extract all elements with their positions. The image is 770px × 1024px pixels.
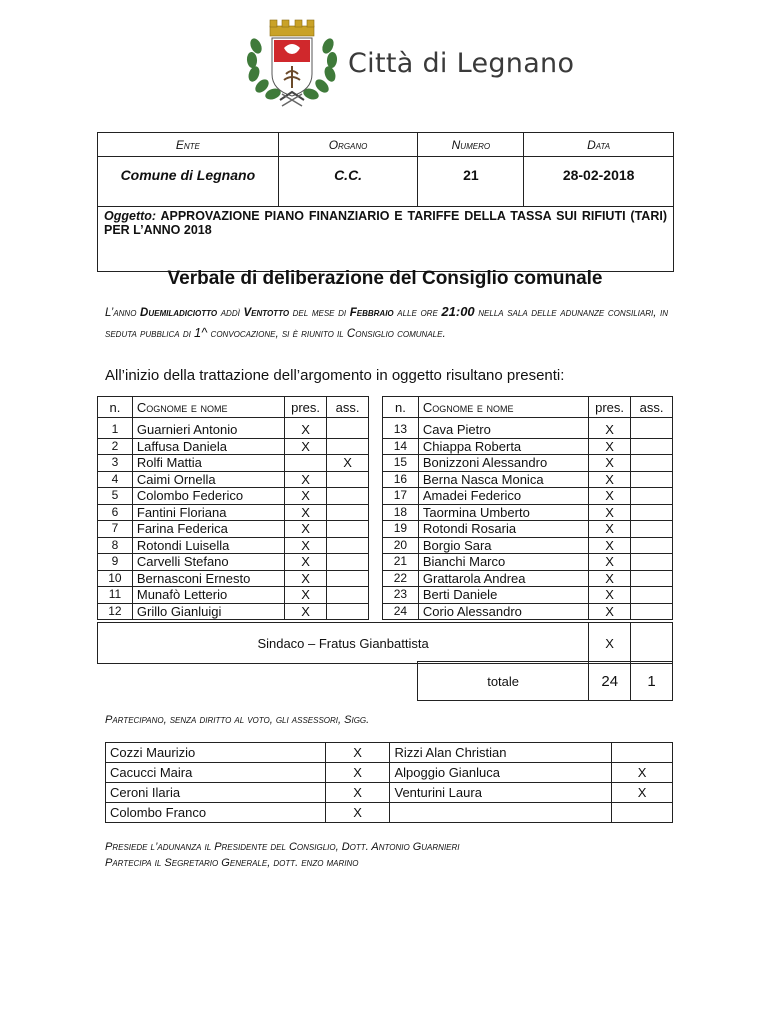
assessore-name: Cozzi Maurizio [106, 743, 326, 763]
row-number: 19 [383, 521, 419, 538]
sindaco-label: Sindaco – Fratus Gianbattista [98, 623, 589, 664]
row-name: Fantini Floriana [132, 504, 284, 521]
row-name: Carvelli Stefano [132, 554, 284, 571]
col-name: Cognome e nome [418, 397, 588, 418]
attendance-row [98, 554, 369, 571]
city-coat-of-arms-logo [242, 16, 342, 108]
row-number: 20 [383, 537, 419, 554]
attendance-row [98, 438, 369, 455]
attendance-row [98, 488, 369, 505]
row-number: 22 [383, 570, 419, 587]
ente-label: Ente [98, 133, 279, 157]
intro-text: alle ore [393, 307, 442, 319]
row-ass [327, 438, 369, 455]
attendance-row [383, 587, 673, 604]
row-name: Bonizzoni Alessandro [418, 455, 588, 472]
row-pres: X [285, 570, 327, 587]
assessore-mark [612, 743, 673, 763]
row-ass [631, 603, 673, 620]
numero-label: Numero [418, 133, 524, 157]
intro-giorno: Ventotto [243, 307, 290, 319]
assessore-mark: X [325, 803, 390, 823]
attendance-row [98, 455, 369, 472]
row-number: 6 [98, 504, 133, 521]
row-ass [327, 603, 369, 620]
row-number: 10 [98, 570, 133, 587]
row-ass [327, 488, 369, 505]
totale-pres: 24 [589, 662, 631, 701]
assessore-row [106, 803, 673, 823]
intro-text: del mese di [289, 307, 350, 319]
row-pres: X [285, 418, 327, 439]
row-ass [327, 504, 369, 521]
row-name: Rotondi Rosaria [418, 521, 588, 538]
row-number: 4 [98, 471, 133, 488]
row-ass [631, 455, 673, 472]
assessore-mark: X [612, 783, 673, 803]
assessore-name: Ceroni Ilaria [106, 783, 326, 803]
row-pres: X [285, 537, 327, 554]
oggetto-text: APPROVAZIONE PIANO FINANZIARIO E TARIFFE DELLA TASSA SUI RIFIUTI (TARI) PER L’ANNO 2018 [104, 209, 667, 237]
assessore-name: Alpoggio Gianluca [390, 763, 612, 783]
info-table [97, 132, 674, 272]
document-title: Verbale di deliberazione del Consiglio comunale [167, 268, 603, 289]
row-ass [631, 521, 673, 538]
attendance-row [383, 603, 673, 620]
attendance-row [98, 471, 369, 488]
row-ass [631, 488, 673, 505]
attendance-row [98, 587, 369, 604]
attendance-row [383, 438, 673, 455]
col-pres: pres. [589, 397, 631, 418]
totale-label: totale [418, 662, 589, 701]
ente-value: Comune di Legnano [98, 157, 279, 207]
row-pres: X [589, 570, 631, 587]
row-pres: X [589, 504, 631, 521]
col-ass: ass. [327, 397, 369, 418]
row-ass [631, 504, 673, 521]
attendance-table-right [382, 396, 673, 620]
assessore-mark: X [325, 783, 390, 803]
row-ass: X [327, 455, 369, 472]
row-pres: X [589, 537, 631, 554]
partecipano-label: Partecipano, senza diritto al voto, gli assessori, Sigg. [105, 714, 370, 726]
row-number: 5 [98, 488, 133, 505]
data-value: 28-02-2018 [524, 157, 674, 207]
row-number: 1 [98, 418, 133, 439]
row-pres: X [589, 471, 631, 488]
attendance-row [383, 455, 673, 472]
row-name: Grillo Gianluigi [132, 603, 284, 620]
sindaco-ass [631, 623, 673, 664]
attendance-row [383, 554, 673, 571]
row-number: 12 [98, 603, 133, 620]
attendance-row [98, 504, 369, 521]
row-name: Grattarola Andrea [418, 570, 588, 587]
row-number: 24 [383, 603, 419, 620]
organo-label: Organo [278, 133, 418, 157]
row-pres: X [285, 603, 327, 620]
row-pres: X [589, 418, 631, 439]
row-name: Caimi Ornella [132, 471, 284, 488]
row-number: 3 [98, 455, 133, 472]
row-ass [631, 554, 673, 571]
intro-anno: Duemiladiciotto [140, 307, 218, 319]
row-ass [327, 570, 369, 587]
city-name: Città di Legnano [348, 48, 575, 79]
assessore-mark [612, 803, 673, 823]
presenti-intro: All’inizio della trattazione dell’argomento in oggetto risultano presenti: [105, 367, 565, 384]
row-number: 14 [383, 438, 419, 455]
row-ass [631, 570, 673, 587]
assessore-name: Cacucci Maira [106, 763, 326, 783]
attendance-row [383, 471, 673, 488]
assessore-row [106, 783, 673, 803]
row-pres: X [285, 488, 327, 505]
attendance-row [98, 537, 369, 554]
row-name: Colombo Federico [132, 488, 284, 505]
assessore-row [106, 743, 673, 763]
row-number: 7 [98, 521, 133, 538]
row-number: 2 [98, 438, 133, 455]
row-number: 11 [98, 587, 133, 604]
intro-mese: Febbraio [349, 307, 394, 319]
attendance-table-left [97, 396, 369, 620]
row-pres: X [285, 521, 327, 538]
row-name: Taormina Umberto [418, 504, 588, 521]
row-pres: X [589, 521, 631, 538]
assessore-name: Colombo Franco [106, 803, 326, 823]
sindaco-row [97, 622, 673, 664]
totale-row [417, 661, 673, 701]
col-n: n. [98, 397, 133, 418]
row-name: Chiappa Roberta [418, 438, 588, 455]
row-ass [327, 471, 369, 488]
row-name: Cava Pietro [418, 418, 588, 439]
attendance-row [383, 504, 673, 521]
attendance-row [383, 521, 673, 538]
row-name: Corio Alessandro [418, 603, 588, 620]
row-name: Munafò Letterio [132, 587, 284, 604]
row-ass [631, 537, 673, 554]
partecipa-line: Partecipa il Segretario Generale, dott. enzo marino [105, 857, 359, 869]
row-name: Borgio Sara [418, 537, 588, 554]
row-pres [285, 455, 327, 472]
col-name: Cognome e nome [132, 397, 284, 418]
row-name: Bernasconi Ernesto [132, 570, 284, 587]
row-pres: X [285, 587, 327, 604]
oggetto-cell [98, 207, 674, 272]
assessore-mark: X [325, 763, 390, 783]
row-name: Bianchi Marco [418, 554, 588, 571]
row-number: 23 [383, 587, 419, 604]
intro-paragraph [105, 302, 668, 344]
attendance-row [98, 418, 369, 439]
row-number: 17 [383, 488, 419, 505]
sindaco-pres: X [589, 623, 631, 664]
intro-convocazione: 1^ [194, 325, 208, 340]
row-pres: X [589, 488, 631, 505]
col-pres: pres. [285, 397, 327, 418]
row-pres: X [589, 438, 631, 455]
presiede-line: Presiede l’adunanza il Presidente del Consiglio, Dott. Antonio Guarnieri [105, 841, 460, 853]
row-ass [327, 521, 369, 538]
assessore-name: Venturini Laura [390, 783, 612, 803]
row-pres: X [285, 554, 327, 571]
attendance-row [383, 537, 673, 554]
intro-text: nella sala delle adunanze consiliari, in seduta pubblica di [105, 307, 669, 340]
row-ass [327, 554, 369, 571]
row-number: 9 [98, 554, 133, 571]
intro-text: L’anno [105, 307, 141, 319]
row-ass [327, 587, 369, 604]
organo-value: C.C. [278, 157, 418, 207]
row-number: 8 [98, 537, 133, 554]
row-pres: X [285, 438, 327, 455]
row-name: Laffusa Daniela [132, 438, 284, 455]
row-ass [631, 418, 673, 439]
row-name: Farina Federica [132, 521, 284, 538]
col-n: n. [383, 397, 419, 418]
intro-ora: 21:00 [441, 304, 475, 319]
row-number: 16 [383, 471, 419, 488]
row-name: Rotondi Luisella [132, 537, 284, 554]
row-ass [631, 438, 673, 455]
row-number: 18 [383, 504, 419, 521]
attendance-row [98, 521, 369, 538]
intro-text: convocazione, si è riunito il Consiglio comunale. [207, 328, 446, 340]
row-pres: X [285, 504, 327, 521]
row-name: Berti Daniele [418, 587, 588, 604]
row-number: 21 [383, 554, 419, 571]
assessore-row [106, 763, 673, 783]
row-pres: X [285, 471, 327, 488]
row-number: 13 [383, 418, 419, 439]
row-number: 15 [383, 455, 419, 472]
attendance-row [98, 570, 369, 587]
oggetto-label: Oggetto: [104, 209, 157, 223]
row-name: Guarnieri Antonio [132, 418, 284, 439]
col-ass: ass. [631, 397, 673, 418]
assessore-mark: X [325, 743, 390, 763]
row-ass [327, 418, 369, 439]
row-pres: X [589, 587, 631, 604]
row-ass [631, 587, 673, 604]
row-ass [631, 471, 673, 488]
row-ass [327, 537, 369, 554]
assessori-table [105, 742, 673, 823]
attendance-row [98, 603, 369, 620]
row-pres: X [589, 554, 631, 571]
attendance-row [383, 488, 673, 505]
assessore-name: Rizzi Alan Christian [390, 743, 612, 763]
numero-value: 21 [418, 157, 524, 207]
row-pres: X [589, 603, 631, 620]
row-name: Amadei Federico [418, 488, 588, 505]
assessore-name [390, 803, 612, 823]
row-pres: X [589, 455, 631, 472]
data-label: Data [524, 133, 674, 157]
row-name: Berna Nasca Monica [418, 471, 588, 488]
row-name: Rolfi Mattia [132, 455, 284, 472]
assessore-mark: X [612, 763, 673, 783]
intro-text: addì [217, 307, 244, 319]
totale-ass: 1 [631, 662, 673, 701]
attendance-row [383, 418, 673, 439]
attendance-row [383, 570, 673, 587]
